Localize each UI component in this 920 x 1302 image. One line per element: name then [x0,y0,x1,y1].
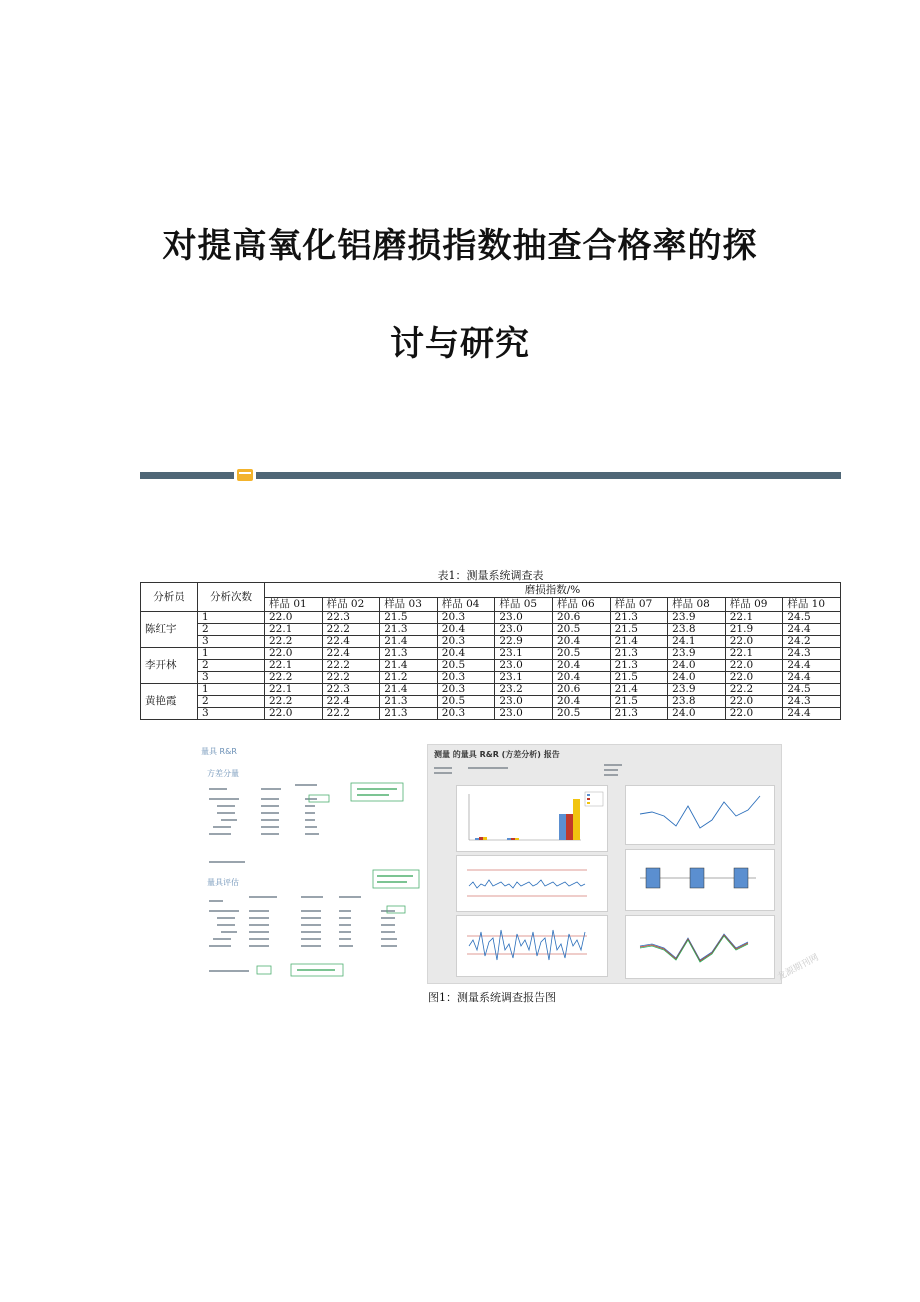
table-row [141,672,841,684]
wear-index-value: 20.4 [437,624,495,636]
table-row [141,696,841,708]
header-sample: 样品 07 [610,598,668,612]
wear-index-value: 24.3 [783,696,841,708]
wear-index-value: 20.3 [437,684,495,696]
wear-index-value: 23.0 [495,612,553,624]
wear-index-value: 21.2 [380,672,438,684]
table-caption: 表1：测量系统调查表 [437,569,544,582]
wear-index-value: 23.2 [495,684,553,696]
wear-index-value: 22.3 [322,612,380,624]
header-times: 分析次数 [198,583,265,612]
header-sample: 样品 01 [265,598,323,612]
analysis-number: 1 [198,684,265,696]
xbar-control-chart [456,915,608,977]
section-divider [140,471,841,480]
analysis-number: 3 [198,708,265,720]
wear-index-value: 20.6 [552,612,610,624]
r-control-chart [456,855,608,912]
wear-index-value: 22.1 [725,648,783,660]
wear-index-value: 23.0 [495,624,553,636]
wear-index-value: 23.8 [668,696,726,708]
wear-index-value: 24.4 [783,672,841,684]
table-row [141,612,841,624]
analysis-number: 2 [198,696,265,708]
gage-rr-title: 量具 R&R [201,747,237,756]
divider-bar-right [256,472,841,479]
analysis-number: 3 [198,636,265,648]
document-title-line-1: 对提高氧化铝磨损指数抽查合格率的探 [162,226,758,266]
analyst-name: 陈红宇 [141,612,198,648]
by-part-chart [625,785,775,845]
wear-index-value: 24.2 [783,636,841,648]
wear-index-value: 20.4 [552,660,610,672]
document-title-line-2: 讨与研究 [390,324,530,364]
wear-index-value: 23.0 [495,696,553,708]
wear-index-value: 21.4 [380,660,438,672]
wear-index-value: 22.0 [265,612,323,624]
header-sample: 样品 03 [380,598,438,612]
analyst-name: 黄艳霞 [141,684,198,720]
wear-index-value: 24.4 [783,624,841,636]
wear-index-value: 23.8 [668,624,726,636]
table-row [141,636,841,648]
wear-index-value: 24.4 [783,660,841,672]
wear-index-value: 22.0 [725,636,783,648]
wear-index-value: 22.2 [265,696,323,708]
wear-index-value: 22.2 [265,636,323,648]
wear-index-value: 22.9 [495,636,553,648]
wear-index-value: 23.0 [495,660,553,672]
header-analyst: 分析员 [141,583,198,612]
wear-index-value: 22.2 [322,708,380,720]
wear-index-value: 22.1 [265,660,323,672]
wear-index-value: 22.2 [322,660,380,672]
wear-index-value: 21.4 [380,684,438,696]
header-sample: 样品 04 [437,598,495,612]
wear-index-value: 20.5 [437,696,495,708]
header-sample: 样品 10 [783,598,841,612]
wear-index-value: 22.0 [265,708,323,720]
header-sample: 样品 02 [322,598,380,612]
wear-index-value: 22.0 [725,708,783,720]
wear-index-value: 22.0 [725,672,783,684]
wear-index-value: 20.3 [437,612,495,624]
wear-index-value: 20.5 [552,624,610,636]
gage-evaluation-title: 量具评估 [207,878,239,887]
by-operator-boxplot [625,849,775,911]
anova-report [427,744,782,984]
table-row [141,660,841,672]
table-row [141,624,841,636]
wear-index-value: 21.4 [610,636,668,648]
wear-index-value: 21.3 [380,696,438,708]
wear-index-value: 22.4 [322,696,380,708]
wear-index-value: 20.4 [552,636,610,648]
header-sample: 样品 08 [668,598,726,612]
wear-index-value: 22.0 [725,660,783,672]
wear-index-value: 21.9 [725,624,783,636]
watermark: 龙源期刊网 [775,952,821,983]
wear-index-value: 23.9 [668,648,726,660]
wear-index-value: 23.1 [495,672,553,684]
wear-index-value: 20.3 [437,708,495,720]
wear-index-value: 21.3 [380,708,438,720]
wear-index-value: 21.3 [610,612,668,624]
header-sample: 样品 06 [552,598,610,612]
wear-index-value: 24.1 [668,636,726,648]
wear-index-value: 20.5 [552,708,610,720]
wear-index-value: 24.5 [783,684,841,696]
components-of-variation-chart [456,785,608,852]
analysis-number: 1 [198,648,265,660]
summary-text-lines [201,744,423,984]
wear-index-value: 20.4 [552,696,610,708]
wear-index-value: 22.4 [322,648,380,660]
wear-index-value: 21.3 [380,624,438,636]
wear-index-value: 22.4 [322,636,380,648]
wear-index-value: 22.0 [265,648,323,660]
wear-index-value: 22.2 [725,684,783,696]
wear-index-value: 20.4 [552,672,610,684]
wear-index-value: 22.3 [322,684,380,696]
wear-index-value: 20.3 [437,636,495,648]
table-row [141,648,841,660]
figure-caption: 图1：测量系统调查报告图 [428,991,556,1004]
wear-index-value: 21.5 [610,672,668,684]
analysis-number: 1 [198,612,265,624]
wear-index-value: 21.3 [610,660,668,672]
wear-index-value: 23.1 [495,648,553,660]
wear-index-value: 24.0 [668,672,726,684]
gage-rr-summary [201,744,423,984]
report-figure [201,744,780,984]
wear-index-value: 24.5 [783,612,841,624]
wear-index-value: 20.4 [437,648,495,660]
wear-index-value: 24.0 [668,660,726,672]
analyst-name: 李开林 [141,648,198,684]
wear-index-value: 21.5 [610,624,668,636]
wear-index-value: 23.9 [668,684,726,696]
divider-bar-left [140,472,234,479]
wear-index-value: 21.5 [380,612,438,624]
part-operator-interaction-chart [625,915,775,979]
variance-components-title: 方差分量 [207,769,239,778]
wear-index-value: 22.2 [265,672,323,684]
wear-index-value: 20.3 [437,672,495,684]
wear-index-value: 21.4 [380,636,438,648]
report-title: 测量 的量具 R&R (方差分析) 报告 [434,750,560,759]
wear-index-value: 22.1 [725,612,783,624]
wear-index-value: 23.0 [495,708,553,720]
table-body [141,612,841,720]
analysis-number: 2 [198,624,265,636]
wear-index-value: 20.6 [552,684,610,696]
wear-index-value: 21.4 [610,684,668,696]
header-wear-index: 磨损指数/% [265,583,841,598]
table-row [141,684,841,696]
wear-index-value: 22.1 [265,684,323,696]
envelope-icon [237,469,253,481]
analysis-number: 3 [198,672,265,684]
wear-index-value: 20.5 [437,660,495,672]
wear-index-value: 24.4 [783,708,841,720]
table-row [141,708,841,720]
wear-index-value: 21.3 [610,648,668,660]
analysis-number: 2 [198,660,265,672]
wear-index-value: 21.5 [610,696,668,708]
wear-index-value: 23.9 [668,612,726,624]
wear-index-value: 20.5 [552,648,610,660]
wear-index-value: 21.3 [610,708,668,720]
wear-index-value: 21.3 [380,648,438,660]
wear-index-value: 22.1 [265,624,323,636]
measurement-table [140,582,841,720]
wear-index-value: 24.3 [783,648,841,660]
header-sample: 样品 09 [725,598,783,612]
wear-index-value: 22.2 [322,624,380,636]
wear-index-value: 22.0 [725,696,783,708]
header-sample: 样品 05 [495,598,553,612]
wear-index-value: 24.0 [668,708,726,720]
wear-index-value: 22.2 [322,672,380,684]
